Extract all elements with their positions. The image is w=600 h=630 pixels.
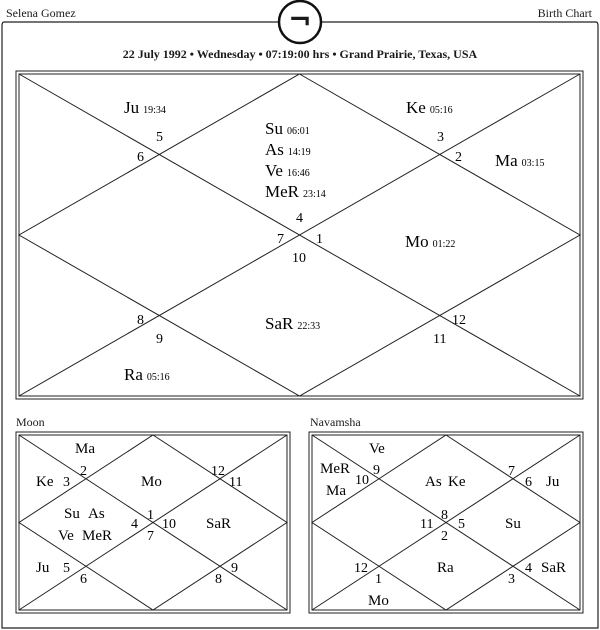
- chart-type-label: Birth Chart: [537, 6, 592, 20]
- sign-number: 9: [156, 332, 163, 347]
- svg-text:Ju19:34: Ju 19:34: [124, 98, 166, 117]
- birth-details: 22 July 1992 • Wednesday • 07:19:00 hrs • Grand Prairie, Texas, USA: [122, 47, 478, 61]
- svg-text:MeR: MeR: [320, 461, 350, 477]
- svg-text:2: 2: [80, 464, 87, 479]
- sign-number: 12: [452, 313, 466, 328]
- svg-text:10: 10: [162, 517, 176, 532]
- svg-text:Ke05:16: Ke 05:16: [406, 98, 453, 117]
- svg-text:MeR: MeR: [82, 528, 112, 544]
- svg-text:As: As: [88, 506, 105, 522]
- svg-text:Ju: Ju: [546, 474, 560, 490]
- navamsha-house-7: [437, 529, 454, 576]
- sign-number: 8: [137, 313, 144, 328]
- svg-text:SaR: SaR: [206, 516, 232, 532]
- svg-text:Mo01:22: Mo 01:22: [405, 232, 456, 251]
- svg-text:Ke: Ke: [36, 474, 54, 490]
- svg-text:6: 6: [525, 475, 532, 490]
- svg-text:10: 10: [355, 473, 369, 488]
- svg-text:12: 12: [354, 561, 368, 576]
- svg-text:8: 8: [441, 508, 448, 523]
- svg-text:6: 6: [80, 572, 87, 587]
- svg-text:2: 2: [441, 529, 448, 544]
- navamsha-house-3: [525, 474, 560, 490]
- svg-text:Ve16:46: Ve 16:46: [265, 161, 310, 180]
- navamsha-house-11: [320, 461, 369, 499]
- svg-text:12: 12: [211, 464, 225, 479]
- svg-text:Ju: Ju: [36, 560, 50, 576]
- svg-text:As: As: [425, 474, 442, 490]
- svg-text:7: 7: [147, 529, 154, 544]
- svg-text:11: 11: [229, 475, 243, 490]
- sign-number: 11: [433, 332, 447, 347]
- navamsha-house-6: [508, 572, 515, 587]
- svg-text:1: 1: [147, 508, 154, 523]
- navamsha-house-4: [458, 516, 521, 532]
- sign-number: 10: [292, 251, 306, 266]
- svg-text:5: 5: [63, 561, 70, 576]
- svg-text:Mo: Mo: [368, 593, 389, 609]
- svg-text:MeR23:14: MeR 23:14: [265, 182, 326, 201]
- svg-text:Mo: Mo: [141, 474, 162, 490]
- navamsha-house-1: [425, 474, 466, 523]
- svg-text:Ma: Ma: [75, 441, 95, 457]
- svg-text:9: 9: [231, 561, 238, 576]
- logo-glyph: ¬: [288, 3, 312, 36]
- navamsha-chart-label: Navamsha: [310, 415, 361, 429]
- svg-text:11: 11: [420, 517, 434, 532]
- svg-text:SaR22:33: SaR 22:33: [265, 314, 321, 333]
- svg-text:Su: Su: [64, 506, 80, 522]
- svg-text:9: 9: [373, 463, 380, 478]
- moon-chart-label: Moon: [16, 415, 45, 429]
- sign-number: 7: [277, 232, 284, 247]
- sign-number: 1: [316, 232, 323, 247]
- sign-number: 2: [455, 150, 462, 165]
- svg-text:Ra05:16: Ra 05:16: [124, 365, 170, 384]
- svg-text:Su06:01: Su 06:01: [265, 119, 310, 138]
- sign-number: 4: [296, 211, 303, 226]
- svg-text:Ma: Ma: [326, 483, 346, 499]
- svg-text:As14:19: As 14:19: [265, 140, 311, 159]
- svg-text:5: 5: [458, 517, 465, 532]
- person-name: Selena Gomez: [6, 6, 76, 20]
- svg-text:Ke: Ke: [448, 474, 466, 490]
- sign-number: 3: [437, 130, 444, 145]
- svg-text:SaR: SaR: [541, 560, 567, 576]
- svg-text:8: 8: [215, 572, 222, 587]
- navamsha-house-5: [525, 560, 566, 576]
- svg-text:3: 3: [63, 475, 70, 490]
- svg-text:Su: Su: [505, 516, 521, 532]
- svg-text:Ve: Ve: [369, 441, 385, 457]
- svg-text:4: 4: [525, 561, 532, 576]
- svg-text:Ve: Ve: [58, 528, 74, 544]
- navamsha-house-8: [368, 572, 389, 609]
- navamsha-house-10: [420, 517, 433, 532]
- navamsha-house-12: [369, 441, 385, 478]
- svg-text:1: 1: [375, 572, 382, 587]
- sign-number: 6: [137, 150, 144, 165]
- svg-text:4: 4: [131, 517, 138, 532]
- svg-text:Ma03:15: Ma 03:15: [495, 151, 545, 170]
- navamsha-house-2: [508, 464, 515, 479]
- sign-number: 5: [156, 130, 163, 145]
- svg-text:Ra: Ra: [437, 560, 454, 576]
- svg-text:7: 7: [508, 464, 515, 479]
- navamsha-house-9: [354, 561, 368, 576]
- svg-text:3: 3: [508, 572, 515, 587]
